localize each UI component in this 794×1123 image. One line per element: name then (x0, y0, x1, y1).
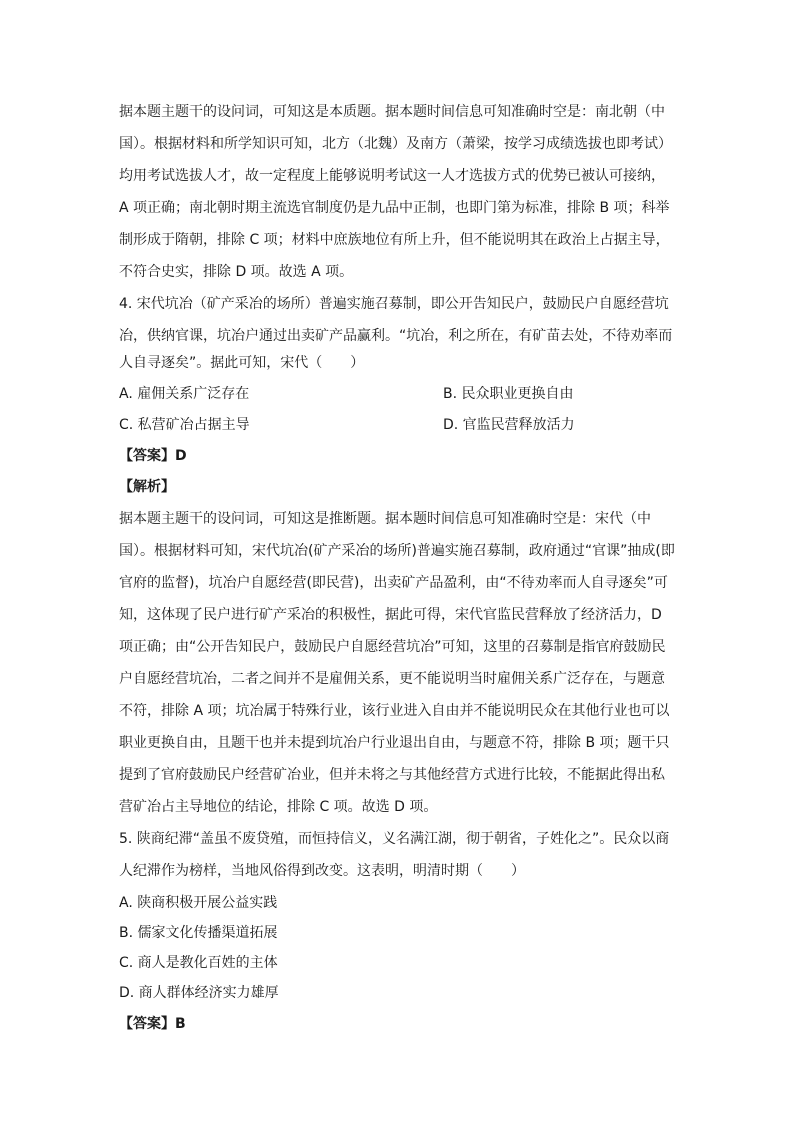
q4-answer: 【答案】D (119, 448, 187, 464)
q4-stem-line-1: 4. 宋代坑冶（矿产采冶的场所）普遍实施召募制，即公开告知民户，鼓励民户自愿经营坑 (119, 296, 669, 312)
q3-analysis-line-1: 据本题主题干的设问词，可知这是本质题。据本题时间信息可知准确时空是：南北朝（中 (119, 104, 665, 120)
q3-analysis-line-5: 制形成于隋朝，排除 C 项；材料中庶族地位有所上升，但不能说明其在政治上占据主导， (119, 232, 670, 248)
q4-stem-line-2: 冶，供纳官课，坑冶户通过出卖矿产品赢利。“坑冶，利之所在，有矿苗去处，不待劝率而 (119, 328, 673, 344)
q5-stem-line-1: 5. 陕商纪滞“盖虽不废贷殖，而恒持信义，义名满江湖，彻于朝省，子姓化之”。民众以商 (119, 831, 670, 847)
q4-option-c: C. 私营矿冶占据主导 (119, 417, 250, 433)
q5-answer: 【答案】B (119, 1016, 186, 1032)
q4-option-a: A. 雇佣关系广泛存在 (119, 386, 250, 402)
q3-analysis-line-3: 均用考试选拔人才，故一定程度上能够说明考试这一人才选拔方式的优势已被认可接纳， (119, 168, 665, 184)
q4-analysis-line-3: 官府的监督)，坑冶户自愿经营(即民营)，出卖矿产品盈利，由“不待劝率而人自寻逐矣”可 (119, 575, 668, 591)
q3-analysis-line-2: 国）。根据材料和所学知识可知，北方（北魏）及南方（萧梁，按学习成绩选拔也即考试） (119, 136, 672, 152)
q3-analysis-line-4: A 项正确；南北朝时期主流选官制度仍是九品中正制，也即门第为标准，排除 B 项；科举 (119, 200, 670, 216)
q3-analysis-line-6: 不符合史实，排除 D 项。故选 A 项。 (119, 264, 354, 280)
q4-analysis-line-4: 知，这体现了民户进行矿产采冶的积极性，据此可得，宋代官监民营释放了经济活力，D (119, 607, 662, 623)
q4-analysis-line-1: 据本题主题干的设问词，可知这是推断题。据本题时间信息可知准确时空是：宋代（中 (119, 511, 651, 527)
q5-option-d: D. 商人群体经济实力雄厚 (119, 985, 279, 1001)
q4-option-b: B. 民众职业更换自由 (443, 386, 574, 402)
q4-analysis-line-7: 不符，排除 A 项；坑冶属于特殊行业，该行业进入自由并不能说明民众在其他行业也可以 (119, 703, 670, 719)
q5-option-c: C. 商人是教化百姓的主体 (119, 955, 278, 971)
q4-analysis-line-6: 户自愿经营坑冶，二者之间并不是雇佣关系，更不能说明当时雇佣关系广泛存在，与题意 (119, 671, 665, 687)
q4-analysis-line-5: 项正确；由“公开告知民户，鼓励民户自愿经营坑冶”可知，这里的召募制是指官府鼓励民 (119, 639, 666, 655)
q4-analysis-line-8: 职业更换自由，且题干也并未提到坑冶户行业退出自由，与题意不符，排除 B 项；题干只 (119, 735, 670, 751)
q4-analysis-line-9: 提到了官府鼓励民户经营矿冶业，但并未将之与其他经营方式进行比较，不能据此得出私 (119, 767, 665, 783)
q4-option-d: D. 官监民营释放活力 (443, 417, 575, 433)
q4-stem-line-3: 人自寻逐矣”。据此可知，宋代（ ） (119, 355, 365, 371)
q5-option-b: B. 儒家文化传播渠道拓展 (119, 925, 278, 941)
q5-option-a: A. 陕商积极开展公益实践 (119, 895, 278, 911)
q5-stem-line-2: 人纪滞作为榜样，当地风俗得到改变。这表明，明清时期（ ） (119, 863, 525, 879)
q4-analysis-line-10: 营矿冶占主导地位的结论，排除 C 项。故选 D 项。 (119, 799, 438, 815)
q4-analysis-label: 【解析】 (119, 479, 175, 495)
q4-analysis-line-2: 国）。根据材料可知，宋代坑冶(矿产采冶的场所)普遍实施召募制，政府通过“官课”抽成(即 (119, 543, 675, 559)
